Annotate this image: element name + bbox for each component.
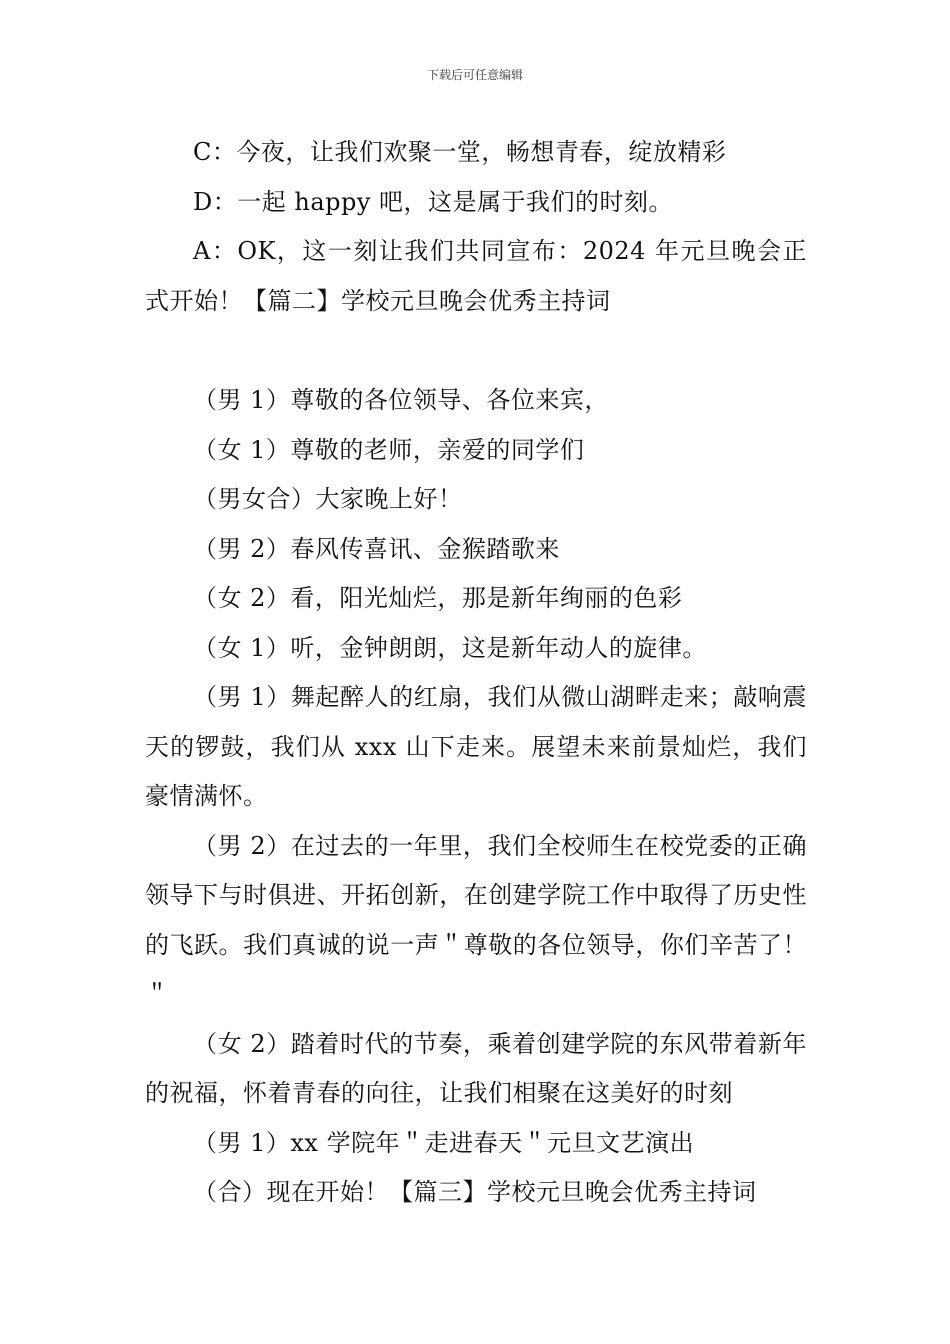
- paragraph-line: （女 2）踏着时代的节奏，乘着创建学院的东风带着新年的祝福，怀着青春的向往，让我们相聚在这美好的时刻: [145, 1029, 807, 1107]
- paragraph-d: D：一起 happy 吧，这是属于我们的时刻。: [193, 187, 674, 216]
- paragraph-c: C：今夜，让我们欢聚一堂，畅想青春，绽放精彩: [193, 138, 727, 166]
- document-body: [145, 128, 807, 1218]
- paragraph-line: （男 2）春风传喜讯、金猴踏歌来: [193, 534, 560, 563]
- paragraph-line: （男 1）xx 学院年＂走进春天＂元旦文艺演出: [193, 1128, 695, 1157]
- paragraph-line: （女 1）听，金钟朗朗，这是新年动人的旋律。: [193, 633, 707, 662]
- paragraph-a: A：OK，这一刻让我们共同宣布：2024 年元旦晚会正式开始！【篇二】学校元旦晚会优秀主持词: [145, 237, 807, 315]
- paragraph-line: （男 1）舞起醉人的红扇，我们从微山湖畔走来；敲响震天的锣鼓，我们从 xxx 山下走来。展望未来前景灿烂，我们豪情满怀。: [145, 683, 807, 810]
- paragraph-line: （男女合）大家晚上好！: [193, 485, 463, 513]
- page-header: 下载后可任意编辑: [426, 68, 523, 82]
- paragraph-line: （女 2）看，阳光灿烂，那是新年绚丽的色彩: [193, 584, 683, 612]
- paragraph-line: （男 2）在过去的一年里，我们全校师生在校党委的正确领导下与时俱进、开拓创新，在创建学院工作中取得了历史性的飞跃。我们真诚的说一声＂尊敬的各位领导，你们辛苦了！＂: [145, 831, 807, 1008]
- paragraph-line: （女 1）尊敬的老师，亲爱的同学们: [193, 435, 585, 464]
- paragraph-line: （男 1）尊敬的各位领导、各位来宾，: [193, 386, 609, 414]
- paragraph-line: （合）现在开始！【篇三】学校元旦晚会优秀主持词: [193, 1178, 757, 1206]
- section-gap: [145, 326, 807, 376]
